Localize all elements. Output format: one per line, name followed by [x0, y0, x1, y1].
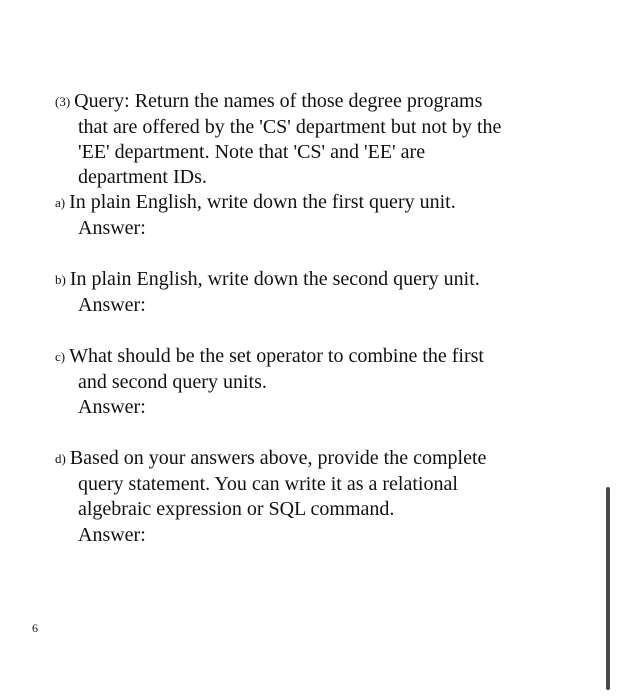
question-text-line-2: that are offered by the 'CS' department but not by the: [78, 116, 502, 138]
part-b-answer-label: Answer:: [78, 294, 146, 316]
part-a-marker: a): [55, 195, 66, 210]
part-d-text-line-2: query statement. You can write it as a relational: [78, 473, 458, 495]
part-c-answer-label: Answer:: [78, 396, 146, 418]
part-d-text-line-3: algebraic expression or SQL command.: [78, 498, 395, 520]
question-text-line-1: Query: Return the names of those degree programs: [74, 90, 483, 112]
vertical-scrollbar[interactable]: [606, 487, 610, 690]
part-d-answer-label: Answer:: [78, 524, 146, 546]
part-a-answer-label: Answer:: [78, 217, 146, 239]
page-number: 6: [32, 621, 38, 635]
part-c-line-1: [55, 343, 484, 370]
question-text-line-3: 'EE' department. Note that 'CS' and 'EE' are: [78, 141, 426, 163]
part-a-text: In plain English, write down the first query unit.: [69, 191, 456, 213]
question-number: (3): [55, 94, 71, 109]
part-c-marker: c): [55, 349, 66, 364]
part-b-marker: b): [55, 272, 66, 287]
question-line-1: [55, 88, 482, 115]
part-c-text-line-2: and second query units.: [78, 371, 267, 393]
part-b-line-1: [55, 266, 480, 293]
part-d-text-line-1: Based on your answers above, provide the complete: [69, 447, 487, 469]
question-text-line-4: department IDs.: [78, 166, 207, 188]
part-a-line-1: [55, 189, 456, 216]
part-c-text-line-1: What should be the set operator to combine the first: [69, 345, 484, 367]
part-d-line-1: [55, 445, 486, 472]
part-d-marker: d): [55, 451, 66, 466]
part-b-text: In plain English, write down the second query unit.: [69, 268, 480, 290]
